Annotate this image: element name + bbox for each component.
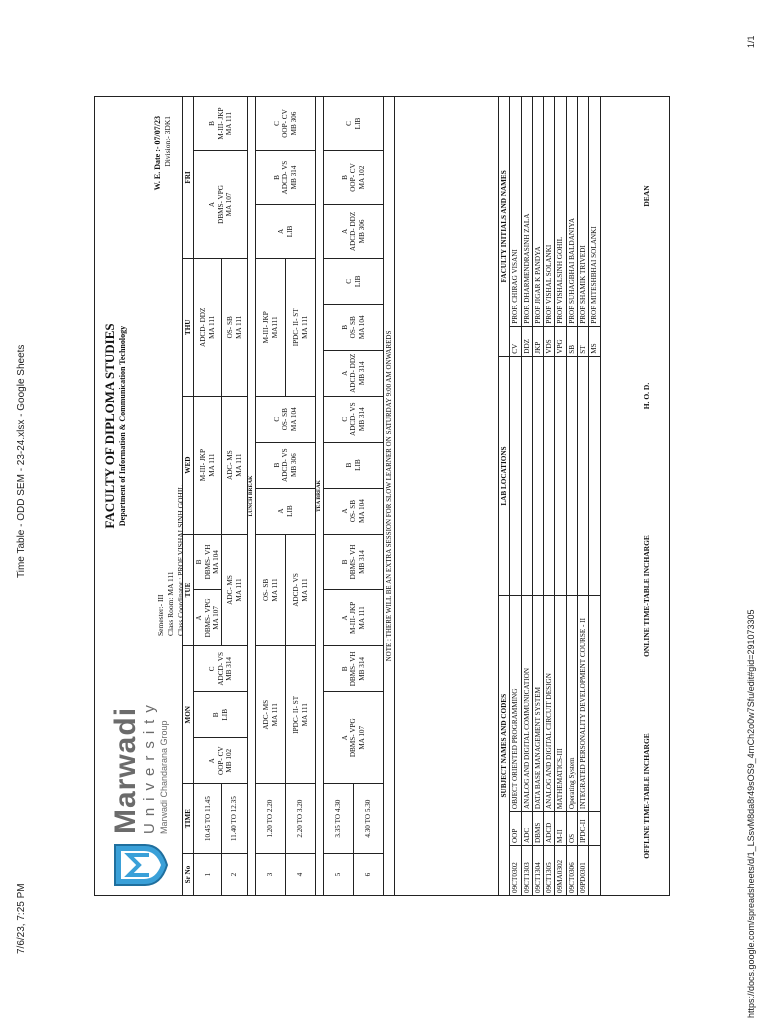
empty-cell [589,812,600,846]
logo-group: Marwadi Chandarana Group [159,720,169,834]
logo-subtitle: University [141,698,158,834]
subject-abbr: IPDC-II [577,812,588,846]
session-cell: M-III- JKP MA 111 [194,396,222,534]
session-cell: C OS- SB MA 104 [256,396,316,442]
subject-name: INTEGRATED PERSONALITY DEVELOPMENT COURSE - II [577,596,588,812]
session-cell: M-III- JKP MA111 [256,258,286,396]
session-cell: C LIB [324,97,384,151]
subject-name: Operating System [566,596,577,812]
legend-row [510,97,521,896]
faculty-name: PROF VISHAL SOLANKI [544,97,555,327]
faculty-name: PROF VISHALSINH GOHIL [555,97,566,327]
online-incharge-signature: ONLINE TIME-TABLE INCHARGE [642,535,651,657]
session-cell: IPDC- II- ST MA 111 [286,258,316,396]
slow-learner-note: NOTE : THERE WILL BE AN EXTRA SESSION FOR SLOW LEARNER ON SATURDAY 9:00 AM ONWAREDS [384,97,395,896]
subject-code: 09CT1304 [532,846,543,896]
faculty-initials: VPG [555,326,566,356]
day-header-fri: FRI [183,97,194,259]
empty-cell [589,846,600,896]
lab-location-cell [532,356,543,596]
subject-abbr: OS [566,812,577,846]
subject-abbr: DBMS [532,812,543,846]
time-cell: 2.20 TO 3.20 [286,784,316,854]
timetable-grid [182,96,395,896]
day-header-mon: MON [183,646,194,784]
session-cell: IPDC- II- ST MA 111 [286,646,316,784]
lab-location-cell [510,356,521,596]
logo-wordmark: Marwadi [109,706,142,834]
subject-code: 09MA0302 [555,846,566,896]
session-cell: A ADCD- DDZ MB 314 [324,350,384,396]
faculty-initials: ST [577,326,588,356]
department-title: Department of Information & Communication Technology [118,325,127,527]
subject-abbr: M-II [555,812,566,846]
faculty-name: PROF SUHAGBHAI BALDANIYA [566,97,577,327]
lab-location-cell [521,356,532,596]
timetable-page [94,96,670,896]
time-cell: 10.45 TO 11.45 [194,784,222,854]
session-cell: A DBMS- VPG MA 107 [194,590,222,646]
division: Division:- 3DK1 [163,116,173,167]
slot-row-1 [194,97,222,896]
sr-cell: 4 [286,854,316,896]
effective-date: W. E. Date :- 07/07/23 [153,116,162,191]
session-cell: ADC- MS MA 111 [256,646,286,784]
faculty-header: FACULTY INITIALS AND NAMES [499,97,510,357]
faculty-initials: MS [589,326,600,356]
lab-location-cell [577,356,588,596]
lab-location-cell [566,356,577,596]
print-header-right [740,0,764,1024]
tea-break: TEA BREAK [316,97,324,896]
faculty-initials: VDS [544,326,555,356]
legend-row [555,97,566,896]
document-title [102,216,127,636]
session-cell: A DBMS- VPG MA 107 [194,151,248,259]
print-url: https://docs.google.com/spreadsheets/d/1_LSsvM8da8r49sOS9_4rnCh2o0w7Sfu/edit#gid=291073305 [746,609,756,1018]
timetable-sheet [94,96,670,896]
session-cell: C ADCD- VS MB 314 [194,646,248,692]
class-room: Class Room: MA 111 [166,571,176,636]
signature-row [642,96,651,896]
subject-code: 09CT0302 [510,846,521,896]
session-cell: B OOP- CV MA 102 [324,151,384,205]
faculty-initials: DDZ [521,326,532,356]
faculty-name: PROF. CHIRAG VISANI [510,97,521,327]
subject-code: 09PD0301 [577,846,588,896]
session-cell: A M-III- JKP MA 111 [324,590,384,646]
subject-abbr: OOP [510,812,521,846]
time-header: TIME [183,784,194,854]
slot-row-5 [324,97,354,896]
legend-row [544,97,555,896]
subject-code: 09CT0306 [566,846,577,896]
session-cell: B ADCD- VS MB 306 [256,442,316,488]
time-cell: 4.30 TO 5.30 [354,784,384,854]
sr-cell: 5 [324,854,354,896]
subject-name: DATA BASE MANAGEMENT SYSTEM [532,596,543,812]
subject-name: ANALOG AND DIGITAL COMMUNICATION [521,596,532,812]
session-cell: A OS- SB MA 104 [324,488,384,534]
faculty-title: FACULTY OF DIPLOMA STUDIES [102,323,117,529]
session-cell: A ADCD- DDZ MB 306 [324,204,384,258]
session-cell: B LIB [194,692,248,738]
lab-location-cell [544,356,555,596]
print-header-left [4,0,34,1024]
sr-cell: 6 [354,854,384,896]
faculty-name: PROF MITESHBHAI SOLANKI [589,97,600,327]
university-logo [104,658,176,888]
legend-row [566,97,577,896]
legend-row [589,97,600,896]
subject-code: 09CT1305 [544,846,555,896]
session-cell: B DBMS- VH MB 314 [324,534,384,590]
session-cell: A DBMS- VPG MA 107 [324,692,384,784]
subject-name: ANALOG AND DIGITAL CIRCUIT DESIGN [544,596,555,812]
faculty-name: PROF. DHARMENDRASINH ZALA [521,97,532,327]
print-page-number: 1/1 [746,35,756,48]
session-cell: C LIB [324,258,384,304]
tea-break-row [316,97,324,896]
session-cell: A OOP- CV MB 102 [194,738,248,784]
slot-row-3 [256,97,286,896]
offline-incharge-signature: OFFLINE TIME-TABLE INCHARGE [642,733,651,859]
print-datetime: 7/6/23, 7:25 PM [16,883,27,954]
faculty-initials: SB [566,326,577,356]
session-cell: OS- SB MA 111 [256,534,286,646]
subjects-header: SUBJECT NAMES AND CODES [499,596,510,896]
session-cell: OS- SB MA 111 [222,258,248,396]
subject-name: MATHEMATICS-III [555,596,566,812]
day-header-wed: WED [183,396,194,534]
legend-grid [498,96,601,896]
session-cell: A LIB [256,488,316,534]
subject-abbr: ADCD [544,812,555,846]
dean-signature: DEAN [642,185,651,207]
session-cell: B OS- SB MA 104 [324,304,384,350]
legend-row [532,97,543,896]
labs-header: LAB LOCATIONS [499,356,510,596]
print-doc-title: Time Table - ODD SEM - 23-24.xlsx - Google Sheets [16,344,27,578]
legend-row [577,97,588,896]
faculty-name: PROF JIGAR K PANDYA [532,97,543,327]
faculty-name: PROF SHAMIK TRIVEDI [577,97,588,327]
shield-logo-icon [111,842,169,888]
session-cell: C ADCD- VS MB 314 [324,396,384,442]
sr-no-header: Sr No [183,854,194,896]
empty-cell [589,596,600,812]
subject-abbr: ADC [521,812,532,846]
subject-code: 09CT1303 [521,846,532,896]
session-cell: B ADCD- VS MB 314 [256,151,316,205]
sr-cell: 2 [222,854,248,896]
session-cell: ADCD- VS MA 111 [286,534,316,646]
lunch-break-row [248,97,256,896]
sr-cell: 1 [194,854,222,896]
header-row [183,97,194,896]
lab-location-cell [555,356,566,596]
session-cell: B DBMS- VH MB 314 [324,646,384,692]
lab-location-cell [589,356,600,596]
session-cell: ADC- MS MA 111 [222,396,248,534]
semester: Semester:- III [156,594,165,636]
session-cell: ADCD- DDZ MA 111 [194,258,222,396]
session-cell: B DBMS- VH MA 104 [194,534,222,590]
note-row [384,97,395,896]
faculty-initials: JKP [532,326,543,356]
time-cell: 11.40 TO 12.35 [222,784,248,854]
time-cell: 1.20 TO 2.20 [256,784,286,854]
day-header-thu: THU [183,258,194,396]
day-header-tue: TUE [183,534,194,646]
subject-name: OBJECT ORIENTED PROGRAMMING [510,596,521,812]
session-cell: ADC- MS MA 111 [222,534,248,646]
time-cell: 3.35 TO 4.30 [324,784,354,854]
session-cell: B LIB [324,442,384,488]
lunch-break: LUNCH BREAK [248,97,256,896]
sr-cell: 3 [256,854,286,896]
class-coordinator: Class Coordinator : PROF VISHALSINH GOHIL [176,485,186,636]
session-cell: C OOP- CV MB 306 [256,97,316,151]
date-division [152,116,174,190]
session-cell: A LIB [256,204,316,258]
legend-row [521,97,532,896]
session-cell: B M-III- JKP MA 111 [194,97,248,151]
faculty-initials: CV [510,326,521,356]
hod-signature: H. O. D. [642,382,651,410]
